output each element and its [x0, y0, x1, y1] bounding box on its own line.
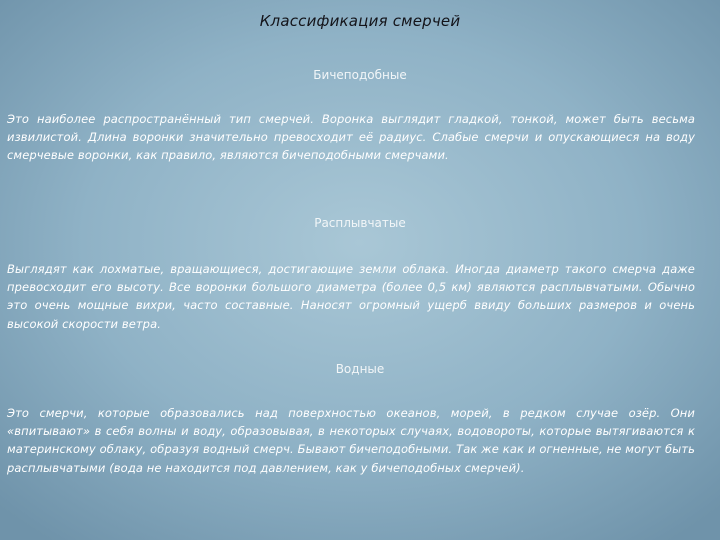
- heading-blurry: Расплывчатые: [314, 216, 406, 230]
- paragraph-blurry: Выглядят как лохматые, вращающиеся, достигающие земли облака. Иногда диаметр такого смерча даже превосходит его высоту. Все воронки большого диаметра (более 0,5 км) являются расплывчатыми. Обычно это очень мощные вихри, часто составные. Наносят огромный ущерб ввиду больших размеров и очень высокой скорости ветра.: [7, 262, 695, 331]
- slide-title: Классификация смерчей: [259, 12, 461, 30]
- paragraph-water: Это смерчи, которые образовались над поверхностью океанов, морей, в редком случае озёр. Они «впитывают» в себя волны и воду, образовывая, в некоторых случаях, водовороты, которые вытягиваются к материнскому облаку, образуя водный смерч. Бывают бичеподобными. Так же как и огненные, не могут быть расплывчатыми (вода не находится под давлением, как у бичеподобных смерчей).: [7, 406, 695, 475]
- heading-whip-like: Бичеподобные: [313, 68, 407, 82]
- paragraph-whip-like: Это наиболее распространённый тип смерчей. Воронка выглядит гладкой, тонкой, может быть весьма извилистой. Длина воронки значительно превосходит её радиус. Слабые смерчи и опускающиеся на воду смерчевые воронки, как правило, являются бичеподобными смерчами.: [7, 112, 695, 163]
- heading-water: Водные: [335, 362, 385, 376]
